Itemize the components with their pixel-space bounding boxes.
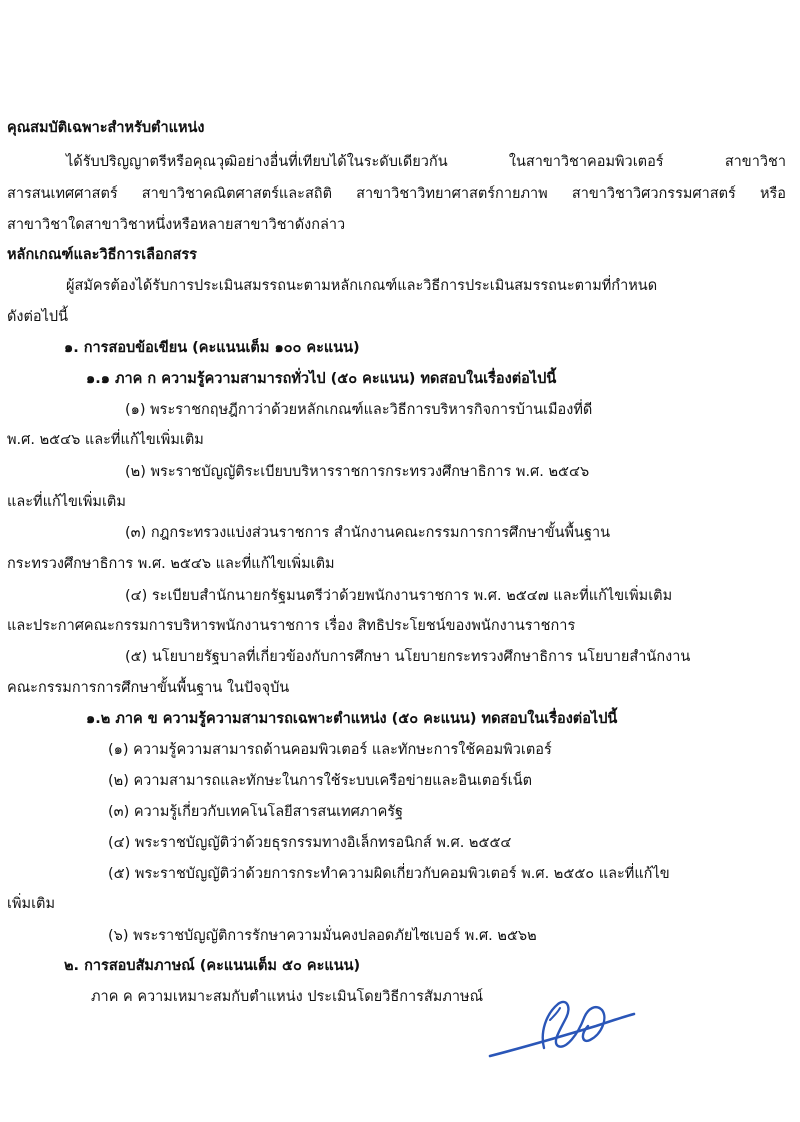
part-b-item-4: (๔) พระราชบัญญัติว่าด้วยธุรกรรมทางอิเล็กทรอนิกส์ พ.ศ. ๒๕๕๔ (108, 835, 512, 851)
part-b-item-3: (๓) ความรู้เกี่ยวกับเทคโนโลยีสารสนเทศภาครัฐ (108, 804, 404, 820)
part-a-item-4: (๔) ระเบียบสำนักนายกรัฐมนตรีว่าด้วยพนักงานราชการ พ.ศ. ๒๕๔๗ และที่แก้ไขเพิ่มเติม (125, 588, 673, 604)
part-a-item-1: (๑) พระราชกฤษฎีกาว่าด้วยหลักเกณฑ์และวิธีการบริหารกิจการบ้านเมืองที่ดี (125, 402, 593, 418)
qualifications-heading: คุณสมบัติเฉพาะสำหรับตำแหน่ง (7, 120, 205, 136)
part-b-item-1: (๑) ความรู้ความสามารถด้านคอมพิวเตอร์ และทักษะการใช้คอมพิวเตอร์ (108, 742, 552, 758)
part-a-item-2: (๒) พระราชบัญญัติระเบียบบริหารราชการกระทรวงศึกษาธิการ พ.ศ. ๒๕๔๖ (125, 464, 590, 480)
part-a-item-2-cont: และที่แก้ไขเพิ่มเติม (7, 494, 126, 510)
part-b-heading: ๑.๒ ภาค ข ความรู้ความสามารถเฉพาะตำแหน่ง (๕๐ คะแนน) ทดสอบในเรื่องต่อไปนี้ (86, 711, 618, 727)
part-b-item-5: (๕) พระราชบัญญัติว่าด้วยการกระทำความผิดเกี่ยวกับคอมพิวเตอร์ พ.ศ. ๒๕๕๐ และที่แก้ไข (108, 866, 670, 882)
written-exam-heading: ๑. การสอบข้อเขียน (คะแนนเต็ม ๑๐๐ คะแนน) (64, 340, 360, 356)
qualifications-line-3: สาขาวิชาใดสาขาวิชาหนึ่งหรือหลายสาขาวิชาดังกล่าว (7, 217, 346, 233)
part-a-item-3-cont: กระทรวงศึกษาธิการ พ.ศ. ๒๕๔๖ และที่แก้ไขเพิ่มเติม (7, 556, 335, 572)
part-a-item-4-cont: และประกาศคณะกรรมการบริหารพนักงานราชการ เรื่อง สิทธิประโยชน์ของพนักงานราชการ (7, 618, 576, 634)
part-b-item-6: (๖) พระราชบัญญัติการรักษาความมั่นคงปลอดภัยไซเบอร์ พ.ศ. ๒๕๖๒ (108, 928, 537, 944)
criteria-intro-line-2: ดังต่อไปนี้ (7, 309, 69, 325)
signature (486, 990, 636, 1065)
part-a-item-1-cont: พ.ศ. ๒๕๔๖ และที่แก้ไขเพิ่มเติม (7, 432, 204, 448)
qualifications-line-2: สารสนเทศศาสตร์ สาขาวิชาคณิตศาสตร์และสถิติ สาขาวิชาวิทยาศาสตร์กายภาพ สาขาวิชาวิศวกรรมศาสตร์ หรือ (7, 186, 786, 202)
part-c-line: ภาค ค ความเหมาะสมกับตำแหน่ง ประเมินโดยวิธีการสัมภาษณ์ (91, 989, 484, 1005)
part-b-item-5-cont: เพิ่มเติม (7, 896, 56, 912)
part-a-heading: ๑.๑ ภาค ก ความรู้ความสามารถทั่วไป (๕๐ คะแนน) ทดสอบในเรื่องต่อไปนี้ (86, 371, 557, 387)
signature-stroke-main (490, 1014, 634, 1056)
qualifications-line-1: ได้รับปริญญาตรีหรือคุณวุฒิอย่างอื่นที่เทียบได้ในระดับเดียวกัน ในสาขาวิชาคอมพิวเตอร์ สาขาวิชา (66, 154, 786, 170)
part-a-item-5-cont: คณะกรรมการการศึกษาขั้นพื้นฐาน ในปัจจุบัน (7, 680, 290, 696)
part-b-item-2: (๒) ความสามารถและทักษะในการใช้ระบบเครือข่ายและอินเตอร์เน็ต (108, 773, 533, 789)
part-a-item-3: (๓) กฎกระทรวงแบ่งส่วนราชการ สำนักงานคณะกรรมการการศึกษาขั้นพื้นฐาน (125, 525, 611, 541)
criteria-intro-line-1: ผู้สมัครต้องได้รับการประเมินสมรรถนะตามหลักเกณฑ์และวิธีการประเมินสมรรถนะตามที่กำหนด (66, 278, 658, 294)
part-a-item-5: (๕) นโยบายรัฐบาลที่เกี่ยวข้องกับการศึกษา นโยบายกระทรวงศึกษาธิการ นโยบายสำนักงาน (125, 649, 691, 665)
criteria-heading: หลักเกณฑ์และวิธีการเลือกสรร (7, 247, 197, 263)
interview-heading: ๒. การสอบสัมภาษณ์ (คะแนนเต็ม ๕๐ คะแนน) (64, 958, 361, 974)
